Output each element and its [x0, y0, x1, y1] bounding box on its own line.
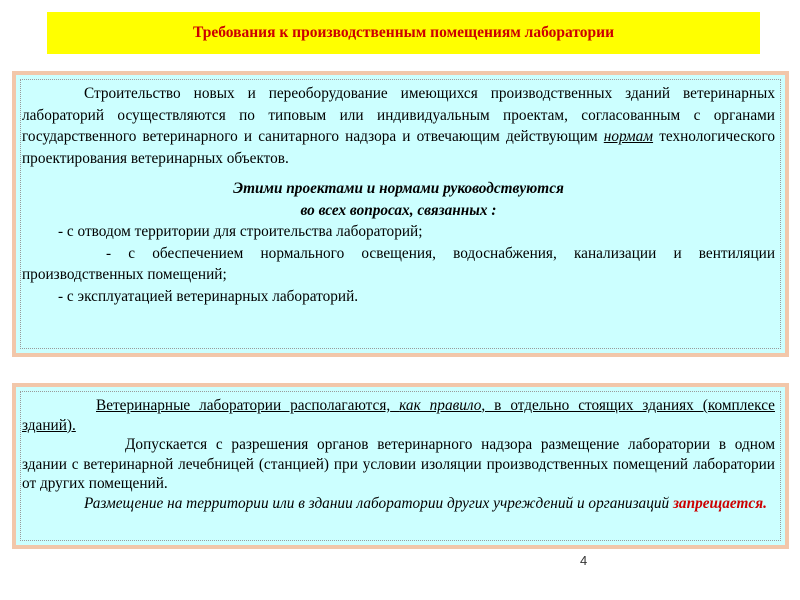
bullet-item: - с обеспечением нормального освещения, водоснабжения, канализации и вентиляции производственных помещений;: [22, 244, 775, 283]
requirements-panel: [12, 71, 789, 357]
construction-paragraph: Строительство новых и переоборудование имеющихся производственных зданий ветеринарных лабораторий осуществляются по типовым или индивидуальным проектам, согласованным с органами государственного ветеринарного и санитарного надзора и отвечающим действующим нормам технологического проектирования ветеринарных объектов.: [22, 85, 775, 167]
norms-link[interactable]: нормам: [603, 128, 654, 145]
subheading-line-1: Этими проектами и нормами руководствуются: [233, 180, 564, 197]
requirements-text: [22, 83, 775, 307]
slide-title-banner: [47, 12, 760, 54]
prohibited-word: запрещается.: [672, 494, 767, 512]
placement-text: [22, 396, 775, 514]
bullet-item: - с эксплуатацией ветеринарных лабораторий.: [58, 287, 359, 305]
bullet-item: - с отводом территории для строительства лабораторий;: [58, 223, 423, 240]
placement-paragraph: Ветеринарные лаборатории располагаются, как правило, в отдельно стоящих зданиях (комплексе зданий).: [22, 397, 775, 434]
placement-panel: [12, 383, 789, 549]
permission-paragraph: Допускается с разрешения органов ветеринарного надзора размещение лаборатории в одном здании с ветеринарной лечебницей (станцией) при условии изоляции производственных помещений лаборатории от других помещений.: [22, 436, 775, 493]
subheading-line-2: во всех вопросах, связанных :: [300, 201, 497, 219]
page-number: 4: [580, 553, 588, 568]
slide-title: Требования к производственным помещениям лаборатории: [192, 24, 615, 41]
prohibition-paragraph: Размещение на территории или в здании лаборатории других учреждений и организаций запрещается.: [84, 494, 767, 512]
